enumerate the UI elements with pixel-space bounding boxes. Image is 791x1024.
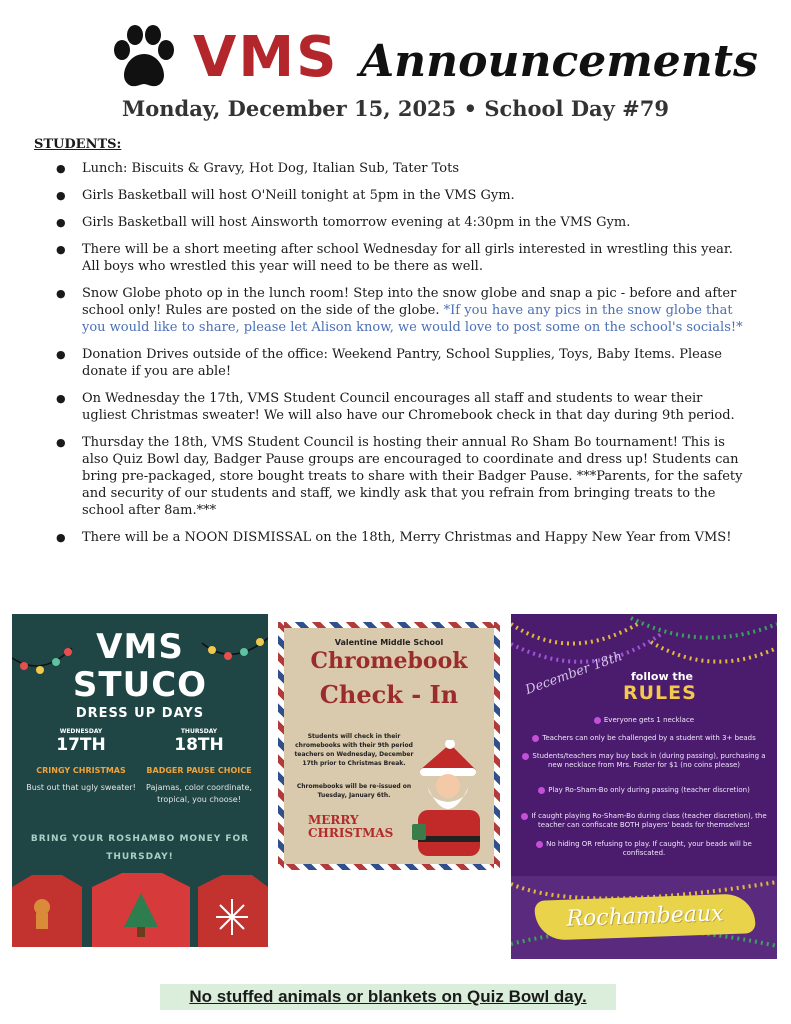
- stuco-wednesday: WEDNESDAY 17TH CRINGY CHRISTMAS Bust out that ugly sweater!: [26, 728, 136, 792]
- list-item: ● Girls Basketball will host Ainsworth tomorrow evening at 4:30pm in the VMS Gym.: [56, 214, 746, 231]
- list-item: ● Lunch: Biscuits & Gravy, Hot Dog, Italian Sub, Tater Tots: [56, 160, 746, 177]
- chromebook-reissue: Chromebooks will be re-issued on Tuesday, January 6th.: [296, 783, 412, 799]
- ugly-sweaters-icon: [12, 847, 268, 947]
- list-item: ● Girls Basketball will host O'Neill tonight at 5pm in the VMS Gym.: [56, 187, 746, 204]
- announcements-title: Announcements: [360, 36, 758, 87]
- chromebook-message: Students will check in their chromebooks with their 9th period teachers on Wednesday, December 17th prior to Christmas Break.: [294, 733, 414, 767]
- merry-christmas: MERRY CHRISTMAS: [308, 813, 394, 840]
- rule-line: No hiding OR refusing to play. If caught, your beads will be confiscated.: [517, 840, 771, 858]
- bullet-icon: [522, 753, 529, 760]
- bullet-icon: [538, 787, 545, 794]
- list-item: ● There will be a NOON DISMISSAL on the 18th, Merry Christmas and Happy New Year from VMS!: [56, 529, 746, 546]
- stuco-bring-money: BRING YOUR ROSHAMBO MONEY FOR THURSDAY!: [30, 834, 250, 862]
- snow-globe-note: *If you have any pics in the snow globe that you would like to share, please let Alison know, we would love to post some on the school's socials!*: [82, 303, 743, 335]
- list-item: ● Snow Globe photo op in the lunch room! Step into the snow globe and snap a pic - before and after school only! Rules are posted on the side of the globe. *If you have any pics in the snow globe that you would like to share, please let Alison know, we would love to post some on the school's socials!*: [56, 285, 746, 336]
- chromebook-checkin-poster: [278, 622, 500, 870]
- list-item: ● Donation Drives outside of the office: Weekend Pantry, School Supplies, Toys, Baby Items. Please donate if you are able!: [56, 346, 746, 380]
- checkin-title: Check - In: [319, 680, 459, 709]
- bullet-icon: [521, 813, 528, 820]
- chromebook-school: Valentine Middle School: [334, 638, 444, 647]
- rules-date: December 18th: [523, 649, 625, 698]
- bullet-icon: [594, 717, 601, 724]
- rochambeaux-rules-poster: [511, 614, 777, 959]
- list-item: ● Thursday the 18th, VMS Student Council is hosting their annual Ro Sham Bo tournament! This is also Quiz Bowl day, Badger Pause groups are encouraged to coordinate and dress up! Students can bring pre-packaged, store bought treats to share with their Badger Pause. ***Parents, for the safety and security of our students and staff, we kindly ask that you refrain from bringing treats to the school after 8am.***: [56, 434, 746, 519]
- stuco-title: VMS STUCO: [72, 627, 208, 705]
- footer-notice: No stuffed animals or blankets on Quiz Bowl day.: [160, 984, 616, 1010]
- rochambeaux-banner: Rochambeaux: [534, 893, 755, 941]
- list-item: ● On Wednesday the 17th, VMS Student Council encourages all staff and students to wear their ugliest Christmas sweater! We will also have our Chromebook check in that day during 9th period.: [56, 390, 746, 424]
- rules-title: RULES: [623, 682, 697, 704]
- follow-the: follow the: [631, 670, 693, 683]
- paw-print-icon: [108, 24, 180, 92]
- rule-line: Everyone gets 1 necklace: [517, 716, 771, 725]
- rule-line: Play Ro-Sham-Bo only during passing (teacher discretion): [517, 786, 771, 795]
- date-line: Monday, December 15, 2025 • School Day #79: [122, 96, 669, 121]
- list-item: ● There will be a short meeting after school Wednesday for all girls interested in wrestling this year. All boys who wrestled this year will need to be there as well.: [56, 241, 746, 275]
- stuco-thursday: THURSDAY 18TH BADGER PAUSE CHOICE Pajamas, color coordinate, tropical, you choose!: [146, 728, 252, 804]
- students-heading: STUDENTS:: [34, 137, 122, 152]
- rule-line: Students/teachers may buy back in (during passing), purchasing a new necklace from Mrs. Foster for $1 (no coins please): [517, 752, 771, 770]
- announcement-list: [56, 160, 746, 556]
- vms-logo: VMS: [193, 25, 339, 90]
- stuco-dress-up-poster: [12, 614, 268, 947]
- stuco-subtitle: DRESS UP DAYS: [75, 706, 205, 721]
- bullet-icon: [536, 841, 543, 848]
- bullet-icon: [532, 735, 539, 742]
- header: [0, 12, 791, 92]
- rule-line: Teachers can only be challenged by a student with 3+ beads: [517, 734, 771, 743]
- santa-icon: [410, 740, 486, 856]
- rule-line: If caught playing Ro-Sham-Bo during class (teacher discretion), the teacher can confiscate BOTH players' beads for themselves!: [517, 812, 771, 830]
- chromebook-title: Chromebook: [310, 648, 468, 674]
